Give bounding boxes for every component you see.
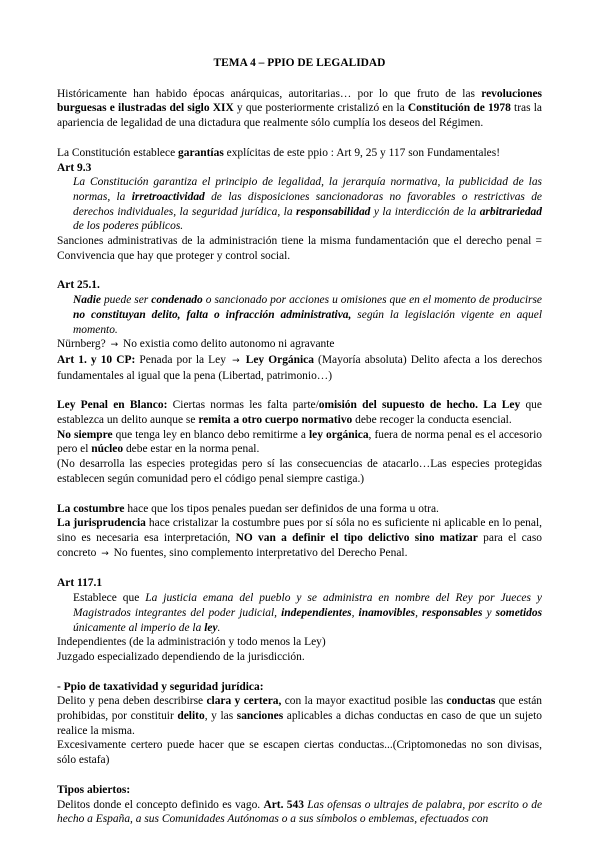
quote-bold: condenado bbox=[151, 294, 203, 307]
section-heading-tipos-abiertos: Tipos abiertos: bbox=[57, 783, 131, 796]
quote-text: Las ofensas o ultrajes de palabra, por escrito o de hecho a España, a sus Comunidades Autónomas o a sus símbolos o emblemas, efectuados con bbox=[57, 798, 543, 826]
section-heading-art-25-1: Art 25.1. bbox=[57, 279, 100, 292]
quote-art-25-1 bbox=[57, 293, 542, 337]
text: hace que los tipos penales puedan ser definidos de una forma u otra. bbox=[124, 502, 439, 515]
bold-text: Constitución de 1978 bbox=[407, 102, 511, 115]
bold-text: remita a otro cuerpo normativo bbox=[198, 414, 353, 427]
text: Penada por la Ley bbox=[135, 353, 231, 366]
ley-penal-blanco-paragraph bbox=[57, 398, 542, 427]
intro-paragraph bbox=[57, 87, 542, 131]
text: Establece que bbox=[73, 592, 146, 605]
quote-bold: independientes bbox=[281, 606, 352, 619]
quote-bold: irretroactividad bbox=[131, 190, 205, 203]
arrow-right-icon: → bbox=[110, 340, 119, 351]
text: hace cristalizar la costumbre pues por sí sóla no es suficiente ni aplicable en lo penal, sino es necesaria esa interpretación, bbox=[57, 517, 542, 544]
quote-text: según la legislación vigente en aquel momento. bbox=[73, 308, 542, 336]
quote-bold: responsables bbox=[422, 606, 483, 619]
text: para el caso concreto bbox=[57, 531, 542, 559]
quote-bold: responsabilidad bbox=[296, 205, 371, 218]
quote-text: y la interdicción de la bbox=[370, 205, 480, 218]
quote-text: La Constitución garantiza el principio de legalidad, la jerarquía normativa, la publicidad de las normas, la bbox=[73, 176, 542, 203]
excesivamente-paragraph: Excesivamente certero puede hacer que se escapen ciertas conductas...(Criptomonedas no son divisas, sólo estafa) bbox=[57, 739, 542, 767]
text: debe recoger la conducta esencial. bbox=[352, 414, 512, 427]
text: con la mayor exactitud posible las bbox=[281, 695, 447, 708]
text: que tenga ley en blanco debo remitirme a bbox=[112, 428, 309, 441]
jurisprudencia-paragraph bbox=[57, 516, 542, 561]
bold-text: Ley Penal en Blanco: bbox=[57, 399, 168, 412]
bold-text: garantías bbox=[178, 146, 224, 159]
quote-text: . bbox=[217, 621, 221, 634]
text: explícitas de este ppio : Art 9, 25 y 117 son Fundamentales! bbox=[223, 146, 501, 159]
bold-text: revoluciones burguesas e ilustradas del siglo XIX bbox=[57, 87, 542, 115]
quote-text: de las disposiciones sancionadoras no favorables o restrictivas de derechos individuales, la seguridad jurídica, la bbox=[73, 190, 542, 218]
bold-text: NO van a definir el tipo delictivo sino matizar bbox=[235, 531, 478, 544]
bold-text: Art 1. y 10 CP: bbox=[57, 353, 136, 366]
bold-text: ley orgánica bbox=[308, 428, 369, 441]
quote-text: , bbox=[351, 606, 359, 619]
bold-text: conductas bbox=[446, 695, 496, 708]
section-heading-taxatividad: - Ppio de taxatividad y seguridad jurídica: bbox=[57, 680, 264, 693]
text: , y las bbox=[204, 710, 237, 723]
costumbre-paragraph bbox=[57, 502, 542, 517]
sanciones-paragraph: Sanciones administrativas de la administración tiene la misma fundamentación que el derecho penal = Convivencia que hay que proteger y control social. bbox=[57, 235, 542, 262]
quote-text: únicamente al imperio de la bbox=[73, 621, 205, 634]
text: No existia como delito autonomo ni agravante bbox=[122, 338, 335, 351]
taxatividad-paragraph bbox=[57, 694, 542, 738]
quote-bold: no constituyan delito, falta o infracción administrativa, bbox=[73, 308, 352, 321]
nurnberg-line bbox=[57, 337, 542, 353]
no-siempre-paragraph bbox=[57, 428, 542, 457]
text: Históricamente han habido épocas anárquicas, autoritarias… por lo que fruto de las bbox=[57, 87, 482, 100]
quote-text: , bbox=[415, 606, 423, 619]
tipos-abiertos-paragraph bbox=[57, 798, 542, 827]
arrow-right-icon: → bbox=[101, 548, 109, 559]
cp-paragraph bbox=[57, 353, 542, 383]
quote-text: puede ser bbox=[100, 294, 152, 307]
quote-bold: arbitrariedad bbox=[479, 205, 542, 218]
arrow-right-icon: → bbox=[232, 355, 240, 366]
bold-text: núcleo bbox=[91, 443, 124, 456]
text: debe estar en la norma penal. bbox=[123, 443, 260, 456]
quote-text: y bbox=[482, 606, 496, 619]
juzgado-line: Juzgado especializado dependiendo de la jurisdicción. bbox=[57, 650, 305, 663]
quote-text: de los poderes públicos. bbox=[73, 220, 184, 233]
garantias-paragraph bbox=[57, 146, 542, 161]
text: Nürnberg? bbox=[57, 338, 106, 351]
bold-text: Ley Orgánica bbox=[245, 353, 314, 366]
bold-text: La Ley bbox=[483, 399, 521, 412]
text: Delitos donde el concepto definido es vago. bbox=[57, 798, 264, 811]
text: Ciertas normas les falta parte/ bbox=[167, 399, 319, 412]
quote-bold: ley bbox=[204, 621, 218, 634]
quote-text: La justicia emana del pueblo y se administra en nombre del Rey por Jueces y Magistrados integrantes del poder judicial, bbox=[73, 592, 542, 619]
text: Delito y pena deben describirse bbox=[57, 695, 207, 708]
text: que establezca un delito aunque se bbox=[57, 399, 542, 427]
text: tras la apariencia de legalidad de una dictadura que realmente sólo cumplía los deseos del Régimen. bbox=[57, 102, 542, 130]
text: La Constitución establece bbox=[57, 146, 179, 159]
text: y que posteriormente cristalizó en la bbox=[233, 102, 408, 115]
bold-text: Art. 543 bbox=[263, 798, 304, 811]
text: aplicables a dichas conductas en caso de que un sujeto realice la misma. bbox=[57, 710, 542, 737]
bold-text: clara y certera, bbox=[206, 695, 282, 708]
page-title: TEMA 4 – PPIO DE LEGALIDAD bbox=[213, 57, 386, 69]
quote-bold: inamovibles bbox=[358, 606, 416, 619]
bold-text: delito bbox=[177, 710, 205, 723]
quote-art-117-1 bbox=[57, 591, 542, 635]
especies-note: (No desarrolla las especies protegidas pero sí las consecuencias de atacarlo…Las especies protegidas establecen según comunidad pero el código penal siempre castiga.) bbox=[57, 458, 542, 485]
bold-text: No siempre bbox=[57, 428, 113, 441]
bold-text: La costumbre bbox=[57, 502, 125, 515]
quote-text: o sancionado por acciones u omisiones que en el momento de producirse bbox=[202, 294, 542, 307]
quote-art-9-3 bbox=[57, 175, 542, 234]
bold-text: sanciones bbox=[236, 710, 284, 723]
independientes-line: Independientes (de la administración y todo menos la Ley) bbox=[57, 636, 326, 649]
text: , fuera de norma penal es el accesorio pero el bbox=[57, 428, 542, 456]
bold-text: La jurisprudencia bbox=[57, 517, 146, 530]
text: No fuentes, sino complemento interpretativo del Derecho Penal. bbox=[110, 546, 408, 559]
section-heading-art-9-3: Art 9.3 bbox=[57, 161, 92, 174]
quote-bold: sometidos bbox=[495, 606, 543, 619]
bold-text: omisión del supuesto de hecho. bbox=[318, 399, 478, 412]
text: que están prohibidas, por constituir bbox=[57, 695, 543, 723]
text: (Mayoría absoluta) Delito afecta a los derechos fundamentales al igual que la pena (Libertad, patrimonio…) bbox=[57, 353, 543, 382]
section-heading-art-117-1: Art 117.1 bbox=[57, 577, 103, 590]
quote-bold: Nadie bbox=[73, 294, 101, 307]
